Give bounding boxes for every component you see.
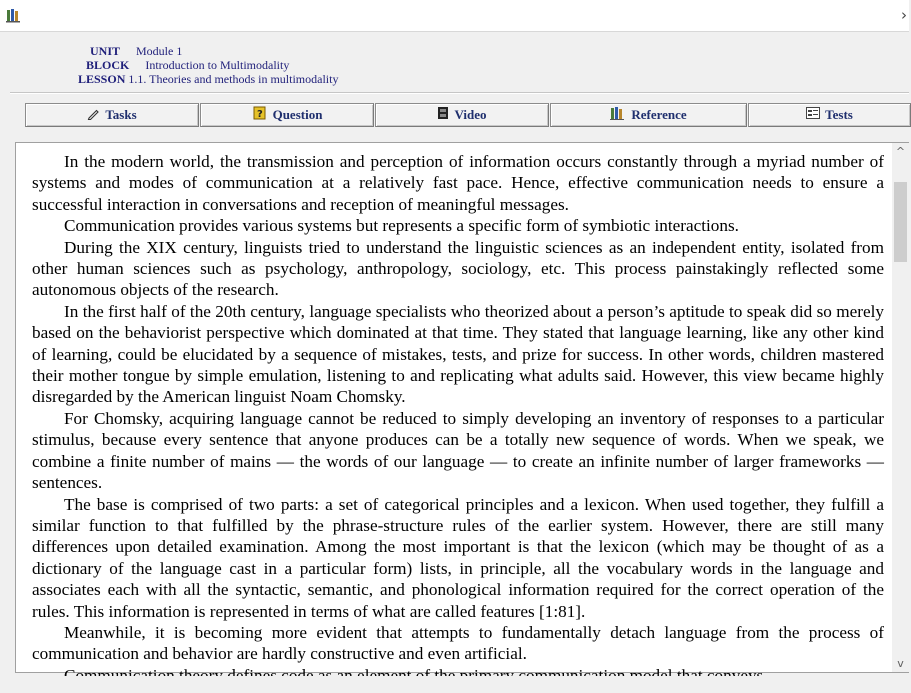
tab-question-label: Question bbox=[272, 107, 323, 122]
book-reference-icon bbox=[6, 7, 22, 23]
tab-video[interactable] bbox=[375, 103, 549, 127]
paragraph: For Chomsky, acquiring language cannot be reduced to simply developing an inventory of responses to a particular stimulus, because every sentence that anyone produces can be a totally new sequence of words. When we speak, we combine a finite number of mains — the words of our language — to create an infinite number of larger frameworks — sentences. bbox=[32, 408, 884, 493]
lesson-value: 1.1. Theories and methods in multimodality bbox=[128, 72, 339, 86]
tab-reference[interactable] bbox=[550, 103, 747, 127]
lesson-header bbox=[10, 37, 909, 89]
tab-video-label: Video bbox=[454, 107, 487, 122]
scroll-thumb[interactable] bbox=[894, 182, 907, 262]
lesson-content-panel bbox=[15, 142, 909, 673]
lesson-text bbox=[32, 151, 884, 673]
tab-question[interactable] bbox=[200, 103, 374, 127]
scroll-up-icon[interactable]: ^ bbox=[895, 145, 906, 158]
paragraph: Communication provides various systems but represents a specific form of symbiotic interactions. bbox=[64, 216, 739, 236]
header-divider bbox=[10, 92, 909, 94]
title-bar bbox=[0, 0, 909, 32]
paragraph: In the modern world, the transmission and perception of information occurs constantly through a myriad number of systems and modes of communication at a relatively fast pace. Hence, effective communication needs to ensure a successful interaction in conversations and reception of meaningful messages. bbox=[32, 152, 884, 214]
paragraph: Meanwhile, it is becoming more evident that attempts to fundamentally detach language from the process of communication and behavior are hardly constructive and even artificial. bbox=[32, 622, 884, 664]
tab-tests-label: Tests bbox=[825, 107, 853, 122]
test-card-icon bbox=[806, 107, 820, 123]
tab-tasks-label: Tasks bbox=[105, 107, 137, 122]
vertical-scrollbar[interactable] bbox=[892, 143, 909, 672]
scroll-down-icon[interactable]: v bbox=[897, 657, 904, 670]
block-value: Introduction to Multimodality bbox=[145, 58, 290, 72]
film-icon bbox=[437, 106, 449, 124]
lesson-key: LESSON bbox=[78, 72, 126, 86]
tab-reference-label: Reference bbox=[631, 107, 687, 122]
bottom-bar bbox=[0, 676, 909, 693]
paragraph: During the XIX century, linguists tried to understand the linguistic sciences as an independent entity, isolated from other human sciences such as psychology, anthropology, sociology, etc. This process painstakingly reflected some autonomous objects of the research. bbox=[32, 237, 884, 300]
question-book-icon bbox=[252, 106, 268, 124]
paragraph: In the first half of the 20th century, language specialists who theorized about a person’s aptitude to speak did so merely based on the behaviorist perspective which dominated at that time. They stated that language learning, like any other kind of learning, could be elucidated by a sequence of mistakes, tests, and prize for success. In other words, children mastered their mother tongue by simple emulation, listening to and replicating what adults said. However, this view became highly disregarded by the American linguist Noam Chomsky. bbox=[32, 301, 884, 407]
paragraph: The base is comprised of two parts: a set of categorical principles and a lexicon. When used together, they fulfill a similar function to that fulfilled by the phrase-structure rules of the earlier system. However, there are still many differences upon detailed examination. Among the most important is that the lexicon (which may be thought of as a dictionary of the language cast in a particular form) lists, in principle, all the vocabulary words in the language and associates each with all the syntactic, semantic, and phonological information required for the correct operation of the rules. This information is represented in terms of what are called features [1:81]. bbox=[32, 494, 884, 621]
window-chevron-icon[interactable]: › bbox=[901, 6, 907, 24]
tab-tasks[interactable] bbox=[25, 103, 199, 127]
books-icon bbox=[610, 106, 626, 124]
unit-key: UNIT bbox=[90, 44, 121, 58]
unit-value: Module 1 bbox=[136, 44, 183, 58]
pencil-icon bbox=[87, 107, 100, 124]
block-key: BLOCK bbox=[86, 58, 130, 72]
tab-tests[interactable] bbox=[748, 103, 911, 127]
lesson-tabs bbox=[25, 103, 909, 127]
svg-text:?: ? bbox=[256, 109, 263, 120]
